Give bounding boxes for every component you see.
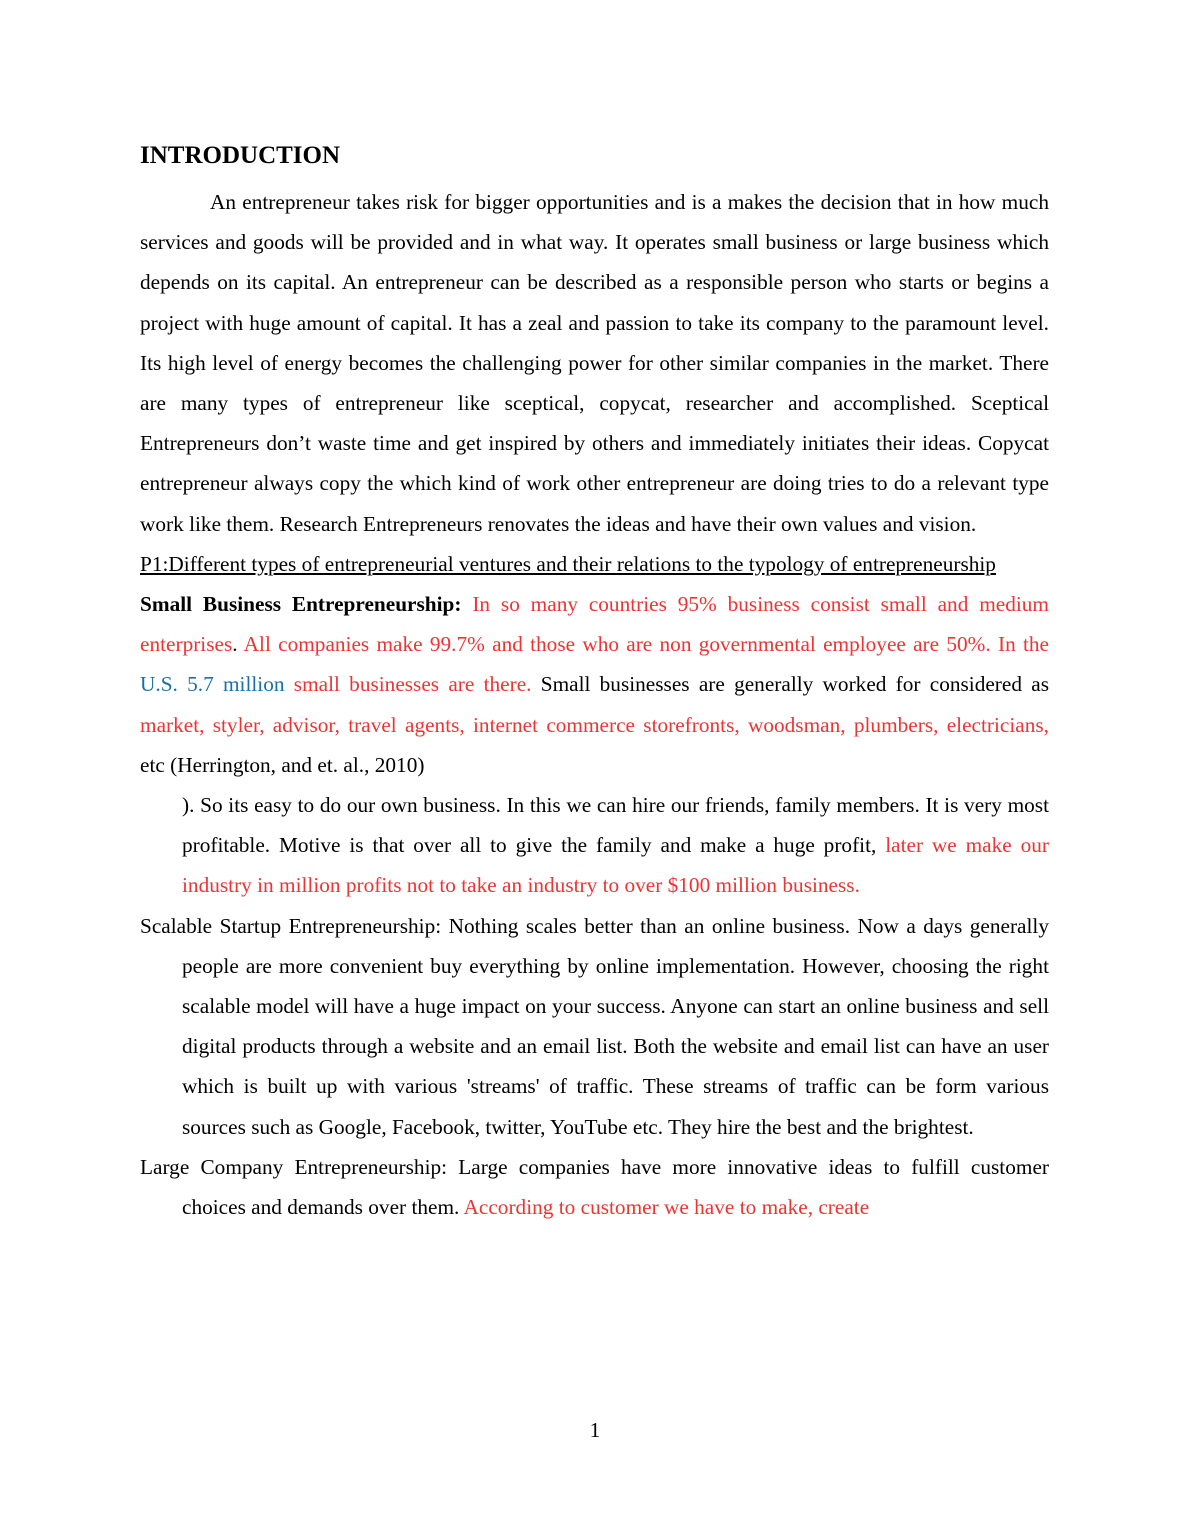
small-business-red-text-3: small businesses are there. (293, 672, 532, 697)
small-business-continuation (140, 785, 1049, 906)
small-business-red-text-2: All companies make 99.7% and those who are non governmental employee are 50%. In the (243, 632, 1049, 657)
small-business-cont-red-text: later we make our industry in million profits not to take an industry to over $100 million business. (182, 833, 1049, 898)
small-business-red-text-1: In so many countries 95% business consist small and medium enterprises (140, 592, 1049, 657)
small-business-cont-text: ). So its easy to do our own business. In this we can hire our friends, family members. It is very most profitable. Motive is that over all to give the family and make a huge profit, (182, 793, 1049, 858)
small-business-blue-text: U.S. 5.7 million (140, 672, 285, 697)
small-business-red-text-4: market, styler, advisor, travel agents, internet commerce storefronts, woodsman, plumbers, electricians, (140, 712, 1049, 737)
scalable-startup-paragraph: Scalable Startup Entrepreneurship: Nothing scales better than an online business. Now a days generally people are more convenient buy everything by online implementation. However, choosing the right scalable model will have a huge impact on your success. Anyone can start an online business and sell digital products through a website and an email list. Both the website and email list can have an user which is built up with various 'streams' of traffic. These streams of traffic can be form various sources such as Google, Facebook, twitter, YouTube etc. They hire the best and the brightest. (140, 913, 1049, 1139)
small-business-label: Small Business Entrepreneurship: (140, 592, 462, 617)
intro-paragraph: An entrepreneur takes risk for bigger opportunities and is a makes the decision that in how much services and goods will be provided and in what way. It operates small business or large business which depends on its capital. An entrepreneur can be described as a responsible person who starts or begins a project with huge amount of capital. It has a zeal and passion to take its company to the paramount level. Its high level of energy becomes the challenging power for other similar companies in the market. There are many types of entrepreneur like sceptical, copycat, researcher and accomplished. Sceptical Entrepreneurs don’t waste time and get inspired by others and immediately initiates their ideas. Copycat entrepreneur always copy the which kind of work other entrepreneur are doing tries to do a relevant type work like them. Research Entrepreneurs renovates the ideas and have their own values and vision. (140, 190, 1049, 536)
large-company-paragraph (140, 1147, 1049, 1227)
small-business-period: . (232, 632, 238, 657)
document-page (140, 140, 1049, 1227)
large-company-text: Large Company Entrepreneurship: Large companies have more innovative ideas to fulfill customer choices and demands over them. (140, 1154, 1049, 1220)
page-number: 1 (589, 1418, 601, 1442)
page-title: INTRODUCTION (140, 142, 341, 169)
large-company-red-text: According to customer we have to make, create (463, 1195, 870, 1220)
small-business-paragraph (140, 584, 1049, 785)
small-business-citation: etc (Herrington, and et. al., 2010) (140, 752, 425, 777)
section-subheading: P1:Different types of entrepreneurial ventures and their relations to the typology of entrepreneurship (140, 551, 996, 576)
small-business-text-1: Small businesses are generally worked for considered as (540, 672, 1049, 697)
